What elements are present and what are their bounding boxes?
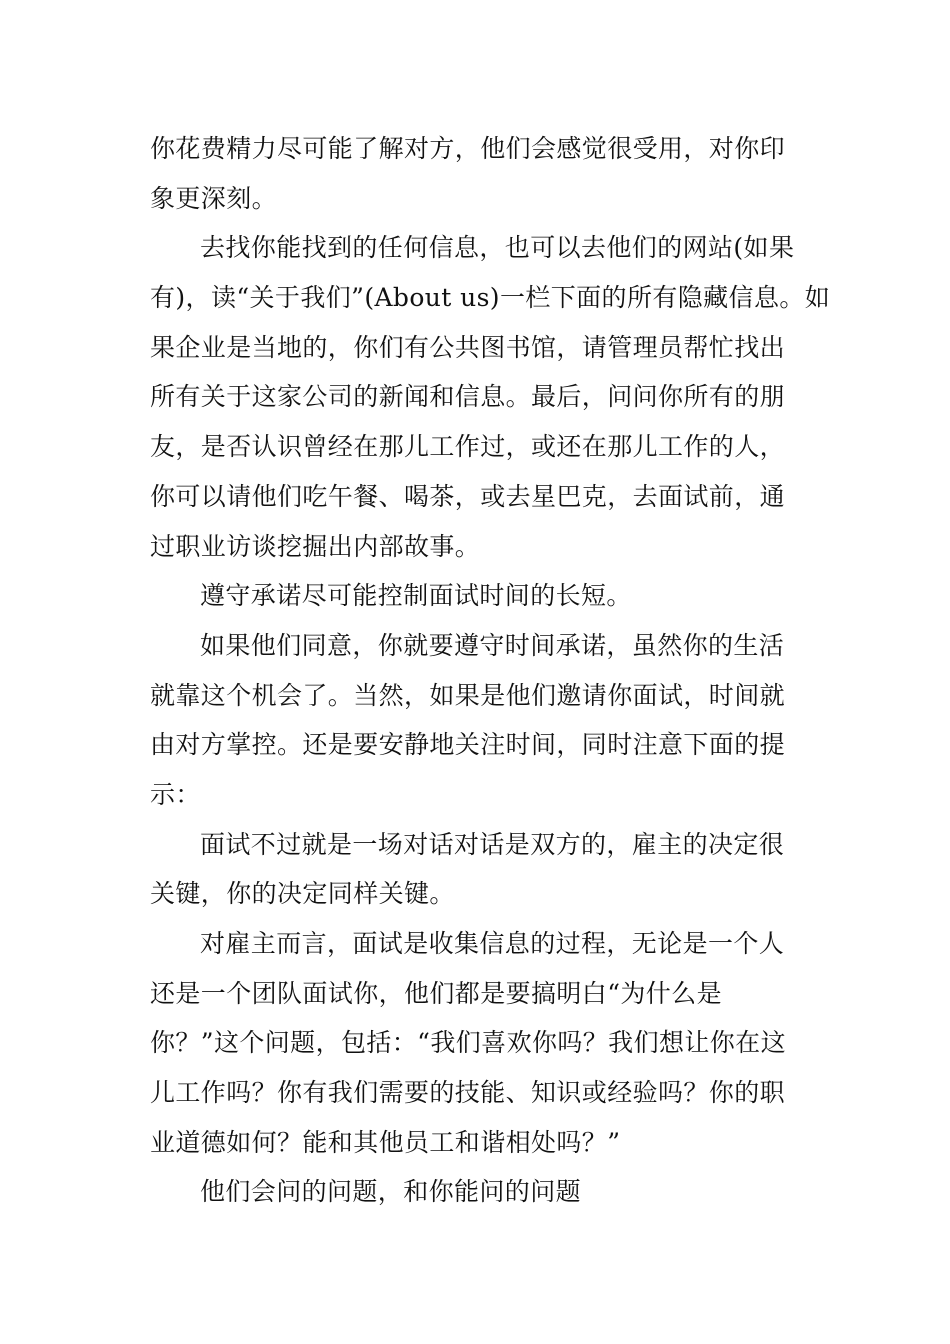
text-line: 你可以请他们吃午餐、喝茶，或去星巴克，去面试前，通 [150,481,786,511]
text-line: 遵守承诺尽可能控制面试时间的长短。 [200,581,632,611]
text-line: 有)，读“关于我们”(About us)一栏下面的所有隐藏信息。如 [150,283,831,313]
text-line: 果企业是当地的，你们有公共图书馆，请管理员帮忙找出 [150,332,786,362]
document-body [150,124,831,1217]
text-line: 业道德如何？能和其他员工和谐相处吗？” [150,1127,621,1157]
text-line: 面试不过就是一场对话对话是双方的，雇主的决定很 [200,829,785,859]
text-line: 他们会问的问题，和你能问的问题 [200,1177,582,1207]
text-line: 如果他们同意，你就要遵守时间承诺，虽然你的生活 [200,630,785,660]
text-line: 由对方掌控。还是要安静地关注时间，同时注意下面的提 [150,730,786,760]
text-line: 关键，你的决定同样关键。 [150,879,455,909]
text-line: 你花费精力尽可能了解对方，他们会感觉很受用，对你印 [150,134,786,163]
text-line: 象更深刻。 [150,183,278,213]
text-line: 示： [150,779,201,809]
text-line: 对雇主而言，面试是收集信息的过程，无论是一个人 [200,929,785,958]
text-line: 过职业访谈挖掘出内部故事。 [150,531,481,561]
text-line: 还是一个团队面试你，他们都是要搞明白“为什么是 [150,978,722,1008]
text-line: 友，是否认识曾经在那儿工作过，或还在那儿工作的人， [150,432,786,462]
text-line: 儿工作吗？你有我们需要的技能、知识或经验吗？你的职 [150,1078,786,1108]
text-line: 就靠这个机会了。当然，如果是他们邀请你面试，时间就 [150,680,786,710]
text-line: 所有关于这家公司的新闻和信息。最后，问问你所有的朋 [150,382,786,412]
text-line: 你？”这个问题，包括：“我们喜欢你吗？我们想让你在这 [150,1028,786,1058]
text-line: 去找你能找到的任何信息，也可以去他们的网站(如果 [200,233,795,263]
